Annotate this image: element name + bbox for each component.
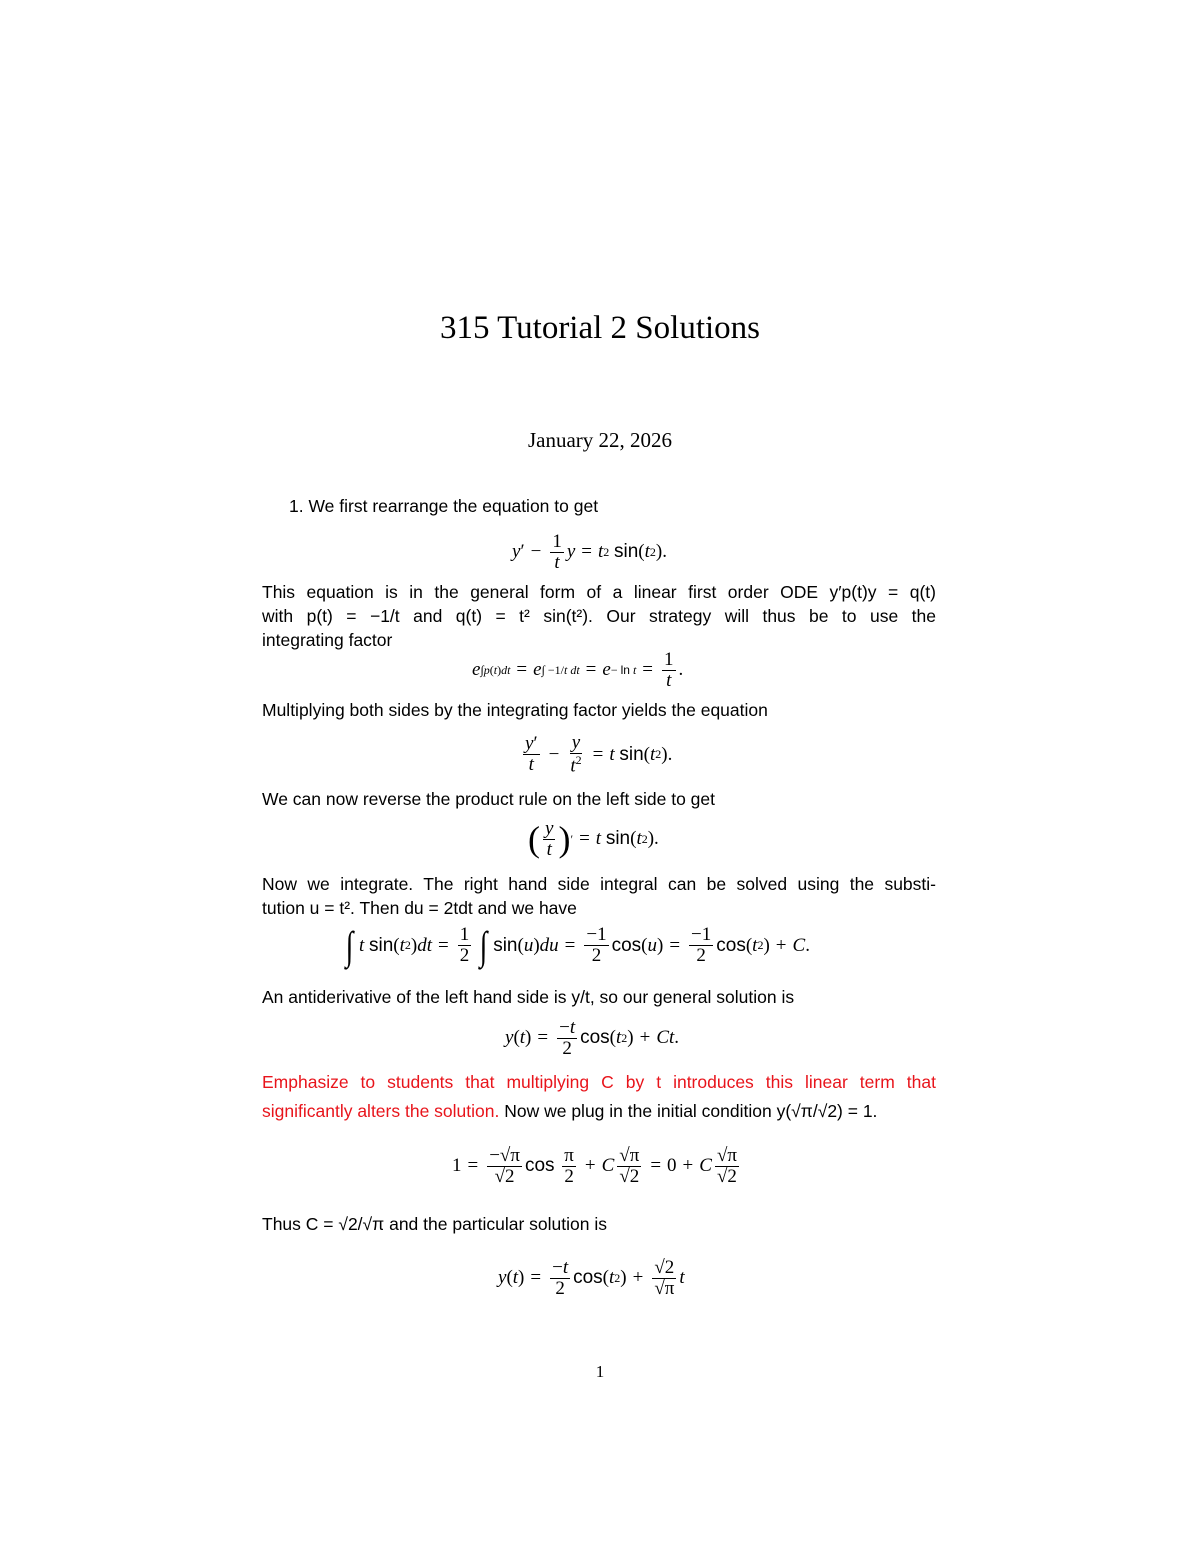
paragraph-general-form: [262, 580, 936, 652]
red-note-line: significantly alters the solution.: [262, 1101, 500, 1121]
initial-condition-text: Now we plug in the initial condition y(√π/√2) = 1.: [504, 1101, 878, 1121]
equation-8: y ( t ) = $\frac{-t}{2}$ cos ( t 2 ) + $\frac{√2}{√\pi}$ t: [498, 1257, 685, 1299]
paragraph-integrate: [262, 872, 936, 920]
paragraph-line: tution u = t². Then du = 2tdt and we have: [262, 898, 577, 918]
equation-4: ( $\frac{y}{t}$ ) ′ = t sin ( t 2 ).: [528, 817, 659, 860]
equation-2: e ∫p(t)dt = e ∫ −1/t dt = e − ln t = $\frac{1}{t}$ .: [472, 649, 684, 691]
paragraph-emphasis: [262, 1070, 936, 1128]
paragraph-antiderivative: An antiderivative of the left hand side is y/t, so our general solution is: [262, 987, 795, 1007]
paragraph-multiply: Multiplying both sides by the integrating factor yields the equation: [262, 700, 768, 720]
item-1-intro: [289, 494, 963, 518]
document-date: January 22, 2026: [527, 428, 673, 452]
red-note-line: Emphasize to students that multiplying C by t introduces this linear term that: [262, 1072, 936, 1092]
equation-5: ∫ t sin ( t 2 ) dt = $\frac{1}{2}$ ∫ sin ( u ) du = $\frac{-1}{2}$ cos ( u ) = $\frac{-1}{2}$ cos ( t 2 ) + C .: [345, 923, 810, 968]
paragraph-line: integrating factor: [262, 630, 393, 650]
paragraph-line: Now we integrate. The right hand side integral can be solved using the substi-: [262, 874, 936, 894]
equation-6: y ( t ) = $\frac{-t}{2}$ cos ( t 2 ) + Ct .: [505, 1017, 680, 1059]
paragraph-line: This equation is in the general form of a linear first order ODE y′p(t)y = q(t): [262, 582, 936, 602]
page-number: 1: [595, 1362, 605, 1381]
equation-7: 1 = $\frac{-√\pi}{√2}$ cos $\frac{\pi}{2}$ + C $\frac{√\pi}{√2}$ = 0 + C $\frac{√\pi}{√2}$: [452, 1145, 737, 1187]
document-title: 315 Tutorial 2 Solutions: [440, 310, 760, 346]
equation-3: $\frac{y'}{t}$ − $\frac{y}{t^2}$ = t sin ( t 2 ).: [525, 732, 673, 777]
paragraph-line: with p(t) = −1/t and q(t) = t² sin(t²). Our strategy will thus be to use the: [262, 606, 936, 626]
paragraph-intro: We first rearrange the equation to get: [308, 496, 599, 516]
paragraph-thus-c: Thus C = √2/√π and the particular solution is: [262, 1214, 607, 1234]
paragraph-product-rule: We can now reverse the product rule on the left side to get: [262, 789, 715, 809]
equation-1: y ′ − $\frac{1}{t}$ y = t 2 sin ( t 2 ).: [512, 531, 667, 573]
item-number: 1.: [289, 496, 304, 516]
